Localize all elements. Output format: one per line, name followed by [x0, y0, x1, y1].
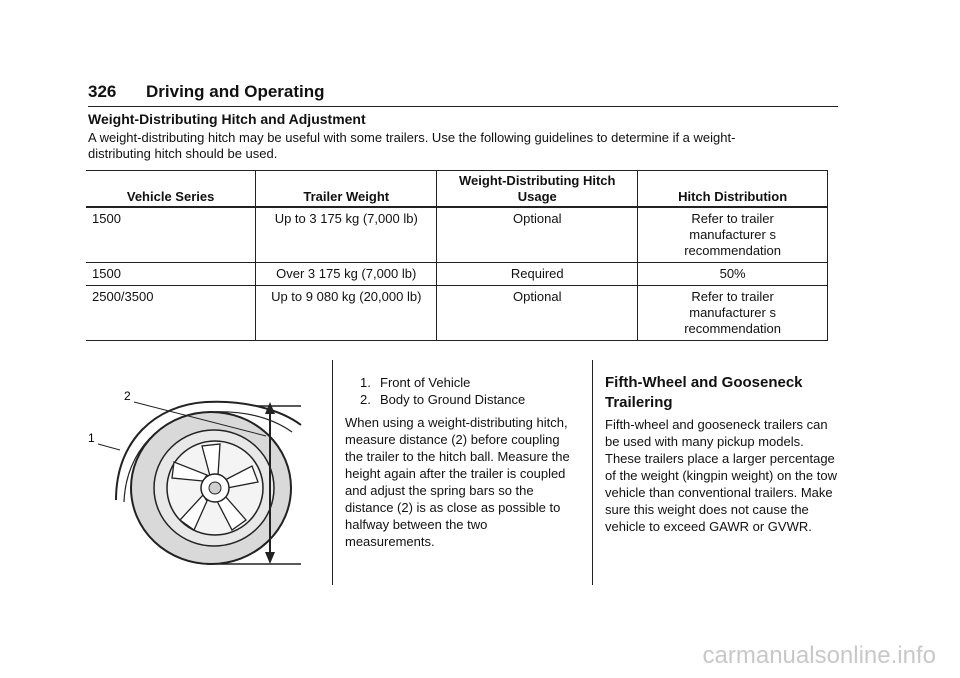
table-row: [86, 286, 828, 341]
table-cell: 50%: [638, 263, 828, 286]
table-row: [86, 207, 828, 263]
running-title: Driving and Operating: [146, 82, 325, 101]
page-number: 326: [88, 82, 117, 101]
callout-1-leader: [98, 444, 120, 450]
list-item: [360, 391, 525, 408]
table-cell: 2500/3500: [86, 286, 256, 341]
hub-center: [209, 482, 221, 494]
column-header-trailer-weight: Trailer Weight: [256, 171, 437, 208]
fifth-wheel-heading: Fifth-Wheel and Gooseneck Trailering: [605, 374, 803, 411]
measurement-instructions: When using a weight-distributing hitch, measure distance (2) before coupling the trailer to the hitch ball. Measure the height again after the trailer is coupled and adjust the spring bars so the distance (2) is as close as possible to halfway between the two measurements.: [345, 415, 570, 549]
column-header-vehicle-series: Vehicle Series: [86, 171, 256, 208]
wheel-illustration: [86, 380, 314, 570]
table-header-row: [86, 171, 828, 208]
section-title: Weight-Distributing Hitch and Adjustment: [88, 111, 366, 127]
callout-text: Body to Ground Distance: [380, 392, 526, 407]
page-header: [88, 82, 838, 107]
callout-label-2: 2: [124, 389, 131, 403]
table-cell: [638, 207, 828, 263]
table-cell-text: Refer to trailer manufacturer s recommendation: [684, 289, 782, 336]
callout-text: Front of Vehicle: [380, 375, 471, 390]
table-cell: 1500: [86, 263, 256, 286]
callout-number: 1.: [360, 375, 371, 390]
watermark: carmanualsonline.info: [702, 642, 936, 669]
hitch-table: [86, 170, 828, 341]
callout-list: [360, 374, 525, 408]
table-cell: Over 3 175 kg (7,000 lb): [256, 263, 437, 286]
table-cell: Up to 9 080 kg (20,000 lb): [256, 286, 437, 341]
hitch-usage-header-text: Weight-Distributing Hitch Usage: [459, 173, 616, 204]
table-cell: [638, 286, 828, 341]
arrow-head-down-icon: [265, 552, 275, 564]
table-row: [86, 263, 828, 286]
column-divider: [332, 360, 333, 585]
table-cell-text: Refer to trailer manufacturer s recommendation: [684, 211, 782, 258]
table-cell: 1500: [86, 207, 256, 263]
list-item: [360, 374, 525, 391]
intro-paragraph: A weight-distributing hitch may be useful with some trailers. Use the following guidelines to determine if a weight-distributing hitch should be used.: [88, 130, 736, 161]
callout-label-1: 1: [88, 431, 95, 445]
table-cell: Required: [437, 263, 638, 286]
column-header-hitch-distribution: Hitch Distribution: [638, 171, 828, 208]
column-header-hitch-usage: [437, 171, 638, 208]
wheel-diagram: [86, 380, 314, 570]
table-cell: Optional: [437, 207, 638, 263]
table-cell: Optional: [437, 286, 638, 341]
callout-number: 2.: [360, 392, 371, 407]
column-divider: [592, 360, 593, 585]
table-cell: Up to 3 175 kg (7,000 lb): [256, 207, 437, 263]
fifth-wheel-paragraph: Fifth-wheel and gooseneck trailers can be used with many pickup models. These trailers place a larger percentage of the weight (kingpin weight) on the tow vehicle than conventional trailers. Make sure this weight does not cause the vehicle to exceed GAWR or GVWR.: [605, 417, 837, 534]
